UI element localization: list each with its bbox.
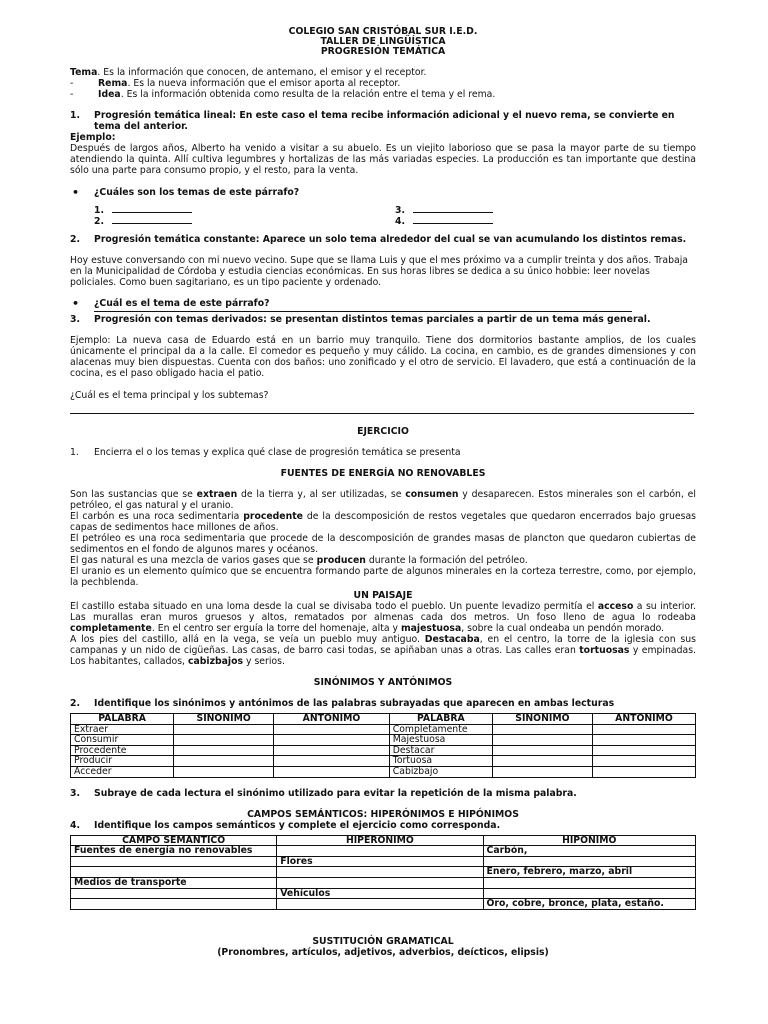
question-number: 4. bbox=[70, 819, 81, 831]
table-row bbox=[71, 724, 696, 735]
question-2 bbox=[70, 298, 696, 312]
highlighted-word: completamente bbox=[70, 623, 152, 634]
column-header: ANTONIMO bbox=[274, 714, 390, 725]
highlighted-word: Destacaba bbox=[424, 634, 480, 645]
answer-cell[interactable] bbox=[492, 745, 592, 756]
highlighted-word: procedente bbox=[243, 511, 303, 522]
answer-cell[interactable] bbox=[174, 745, 274, 756]
column-header: ANTONIMO bbox=[592, 714, 695, 725]
definition-idea bbox=[70, 89, 696, 100]
column-header: SINONIMO bbox=[492, 714, 592, 725]
highlighted-word: producen bbox=[316, 555, 366, 566]
word-cell: Completamente bbox=[389, 724, 492, 735]
blank-line[interactable] bbox=[112, 204, 192, 213]
section-2 bbox=[70, 234, 696, 288]
table-row bbox=[71, 867, 696, 878]
reading-body bbox=[70, 601, 696, 667]
table-row bbox=[71, 877, 696, 888]
answer-cell[interactable] bbox=[274, 756, 390, 767]
question-text: Subraye de cada lectura el sinónimo utilizado para evitar la repetición de la misma palabra. bbox=[94, 787, 577, 799]
highlighted-word: extraen bbox=[196, 489, 238, 500]
table-cell[interactable] bbox=[277, 877, 483, 888]
section-title-text: Progresión temática constante: Aparece un solo tema alrededor del cual se van acumulando los distintos remas. bbox=[94, 234, 687, 245]
text-run: Son las sustancias que se bbox=[70, 489, 197, 500]
bullet-marker: • bbox=[72, 297, 80, 310]
text-run: . En el centro ser erguía la torre del homenaje, alta y bbox=[151, 623, 401, 634]
blank-line[interactable] bbox=[413, 204, 493, 213]
text-run: y desaparecen. Estos minerales son el carbón, el petróleo, el gas natural y el uranio. bbox=[70, 489, 696, 511]
reading-paragraph bbox=[70, 511, 696, 533]
exercise-title: EJERCICIO bbox=[357, 426, 409, 437]
table-cell[interactable]: Flores bbox=[277, 856, 483, 867]
column-header: HIPERONIMO bbox=[277, 835, 483, 846]
word-cell: Tortuosa bbox=[389, 756, 492, 767]
table-cell[interactable]: Enero, febrero, marzo, abril bbox=[483, 867, 696, 878]
table-cell[interactable] bbox=[277, 899, 483, 910]
table-cell[interactable] bbox=[483, 856, 696, 867]
reading-paragraph: El uranio es un elemento químico que se encuentra formando parte de algunos minerales en la corteza terrestre, como, por ejemplo, la pechblenda. bbox=[70, 566, 696, 588]
question-text: ¿Cuáles son los temas de este párrafo? bbox=[94, 187, 300, 198]
text-run: A los pies del castillo, allá en la vega, se veía un pueblo muy antiguo. bbox=[70, 634, 425, 645]
highlighted-word: cabizbajos bbox=[187, 656, 244, 667]
word-cell: Cabizbajo bbox=[389, 766, 492, 777]
section-1-title bbox=[70, 110, 696, 132]
table-cell[interactable]: Fuentes de energía no renovables bbox=[71, 846, 277, 857]
definition-text: . Es la información obtenida como resulta de la relación entre el tema y el rema. bbox=[120, 89, 496, 100]
answer-cell[interactable] bbox=[174, 756, 274, 767]
section-number: 2. bbox=[70, 234, 81, 245]
question-text: ¿Cuál es el tema de este párrafo? bbox=[94, 298, 270, 309]
text-run: El castillo estaba situado en una loma desde la cual se divisaba todo el pueblo. Un puente levadizo permitía el bbox=[70, 601, 598, 612]
synonyms-question bbox=[70, 698, 696, 709]
synonyms-section bbox=[70, 677, 696, 778]
section-number: 1. bbox=[70, 110, 81, 121]
answer-cell[interactable] bbox=[174, 735, 274, 746]
word-cell: Procedente bbox=[71, 745, 174, 756]
text-run: , sobre la cual ondeaba un pendón morado. bbox=[461, 623, 665, 634]
section-subtitle: (Pronombres, artículos, adjetivos, adverbios, deícticos, elipsis) bbox=[217, 946, 549, 958]
section-title: SINÓNIMOS Y ANTÓNIMOS bbox=[313, 677, 453, 688]
table-header-row bbox=[71, 835, 696, 846]
reading-body bbox=[70, 489, 696, 588]
topic-title: PROGRESIÓN TEMÁTICA bbox=[320, 46, 446, 57]
answer-cell[interactable] bbox=[492, 724, 592, 735]
word-cell: Extraer bbox=[71, 724, 174, 735]
table-row bbox=[71, 766, 696, 777]
example-text: Ejemplo: La nueva casa de Eduardo está en un barrio muy tranquilo. Tiene dos dormitorios bastante amplios, de los cuales únicamente el principal da a la calle. El comedor es pequeño y muy cálido. La cocina, en cambio, es de grandes dimensiones y con alacenas muy bien dispuestas. Cuenta con dos baños: uno zonificado y el otro de servicio. El lavadero, que está a continuación de la cocina, es el paso obligado hacia el patio. bbox=[70, 335, 696, 379]
section-3 bbox=[70, 314, 696, 414]
term-rema: Rema bbox=[98, 78, 128, 89]
section-title: CAMPOS SEMÁNTICOS: HIPERÓNIMOS E HIPÓNIMOS bbox=[247, 808, 519, 820]
question-text: ¿Cuál es el tema principal y los subtemas? bbox=[70, 390, 269, 401]
table-cell[interactable] bbox=[71, 856, 277, 867]
highlighted-word: consumen bbox=[405, 489, 459, 500]
reading-energy bbox=[70, 468, 696, 588]
column-header: SINONIMO bbox=[174, 714, 274, 725]
example-text: Hoy estuve conversando con mi nuevo vecino. Supe que se llama Luis y que el mes próximo va a cumplir treinta y dos años. Trabaja en la Municipalidad de Córdoba y estudia ciencias económicas. En sus horas libres se dedica a su único hobbie: leer novelas policiales. Como buen sagitariano, es un tipo paciente y ordenado. bbox=[70, 255, 688, 288]
answer-cell[interactable] bbox=[274, 724, 390, 735]
answer-cell[interactable] bbox=[274, 735, 390, 746]
text-run: de la tierra y, al ser utilizadas, se bbox=[237, 489, 406, 500]
blank-number: 2. bbox=[94, 216, 105, 227]
example-text: Después de largos años, Alberto ha venido a visitar a su abuelo. Es un viejito laborioso que se pasa la mayor parte de su tiempo atendiendo la quinta. Allí cultiva legumbres y hortalizas de las más variadas especies. La producción es tan importante que destina sólo una parte para consumo propio, y el resto, para la venta. bbox=[70, 143, 696, 176]
answer-blank[interactable] bbox=[94, 215, 395, 226]
exercise-section bbox=[70, 426, 696, 458]
term-tema: Tema bbox=[70, 67, 98, 78]
text-run: y empinadas. Los habitantes, callados, bbox=[70, 645, 696, 667]
answer-blank[interactable] bbox=[395, 215, 696, 226]
blank-number: 1. bbox=[94, 205, 105, 216]
table-row bbox=[71, 899, 696, 910]
reading-paragraph bbox=[70, 601, 696, 634]
semantic-question bbox=[70, 820, 696, 831]
dash-marker: - bbox=[70, 78, 74, 89]
answer-cell[interactable] bbox=[274, 745, 390, 756]
answer-cell[interactable] bbox=[174, 766, 274, 777]
text-run: durante la formación del petróleo. bbox=[365, 555, 528, 566]
highlighted-word: tortuosas bbox=[579, 645, 630, 656]
dash-marker: - bbox=[70, 89, 74, 100]
definition-text: . Es la información que conocen, de antemano, el emisor y el receptor. bbox=[97, 67, 427, 78]
table-row bbox=[71, 888, 696, 899]
table-cell[interactable] bbox=[71, 888, 277, 899]
question-bullet bbox=[70, 298, 696, 309]
blank-line[interactable] bbox=[413, 215, 493, 224]
reading-title: UN PAISAJE bbox=[353, 590, 413, 601]
table-cell[interactable]: Carbón, bbox=[483, 846, 696, 857]
reading-title: FUENTES DE ENERGÍA NO RENOVABLES bbox=[280, 468, 486, 479]
answer-cell[interactable] bbox=[492, 756, 592, 767]
section-title: SUSTITUCIÓN GRAMATICAL bbox=[312, 935, 454, 947]
item-text: Encierra el o los temas y explica qué clase de progresión temática se presenta bbox=[94, 447, 461, 458]
word-cell: Acceder bbox=[71, 766, 174, 777]
reading-paragraph bbox=[70, 555, 696, 566]
bullet-marker: • bbox=[72, 186, 80, 199]
word-cell: Destacar bbox=[389, 745, 492, 756]
answer-blank[interactable] bbox=[94, 204, 395, 215]
word-cell: Producir bbox=[71, 756, 174, 767]
section-3-title bbox=[70, 314, 696, 325]
text-run: a su interior. Las murallas eran muros gruesos y altos, rematados por almenas cada dos metros. Un foso lleno de agua lo rodeaba bbox=[70, 601, 696, 623]
table-cell[interactable] bbox=[277, 846, 483, 857]
question-number: 3. bbox=[70, 787, 81, 799]
semantic-fields-table bbox=[70, 835, 696, 910]
answer-blank[interactable] bbox=[395, 204, 696, 215]
table-cell[interactable] bbox=[483, 877, 696, 888]
section-2-title bbox=[70, 234, 696, 245]
term-idea: Idea bbox=[98, 89, 121, 100]
word-cell: Consumir bbox=[71, 735, 174, 746]
blank-column-left bbox=[94, 204, 395, 226]
answer-cell[interactable] bbox=[274, 766, 390, 777]
text-run: y serios. bbox=[243, 656, 285, 667]
synonyms-table bbox=[70, 713, 696, 778]
section-title-text: Progresión con temas derivados: se presentan distintos temas parciales a partir de un tema más general. bbox=[94, 314, 651, 325]
question-1 bbox=[70, 187, 696, 226]
blank-number: 4. bbox=[395, 216, 406, 227]
blank-line[interactable] bbox=[112, 215, 192, 224]
question-text: Identifique los campos semánticos y complete el ejercicio como corresponda. bbox=[94, 819, 501, 831]
answer-line[interactable] bbox=[70, 413, 694, 414]
answer-cell[interactable] bbox=[174, 724, 274, 735]
table-cell[interactable]: Medios de transporte bbox=[71, 877, 277, 888]
text-run: de la descomposición de restos vegetales que quedaron encerrados bajo gruesas capas de sedimentos hace millones de años. bbox=[70, 511, 696, 533]
reading-paragraph bbox=[70, 634, 696, 667]
table-cell[interactable]: Vehículos bbox=[277, 888, 483, 899]
answer-cell[interactable] bbox=[592, 724, 695, 735]
definition-text: . Es la nueva información que el emisor aporta al receptor. bbox=[127, 78, 401, 89]
table-row bbox=[71, 756, 696, 767]
question-3 bbox=[70, 788, 696, 799]
column-header: PALABRA bbox=[71, 714, 174, 725]
question-number: 2. bbox=[70, 698, 81, 709]
table-row bbox=[71, 856, 696, 867]
section-number: 3. bbox=[70, 314, 81, 325]
word-cell: Majestuosa bbox=[389, 735, 492, 746]
column-header: CAMPO SEMANTICO bbox=[71, 835, 277, 846]
table-cell[interactable] bbox=[483, 888, 696, 899]
section-title-text: Progresión temática lineal: En este caso el tema recibe información adicional y el nuevo rema, se convierte en tema del anterior. bbox=[94, 110, 675, 132]
question-text: Identifique los sinónimos y antónimos de las palabras subrayadas que aparecen en ambas lecturas bbox=[94, 698, 615, 709]
answer-cell[interactable] bbox=[492, 766, 592, 777]
school-name: COLEGIO SAN CRISTÓBAL SUR I.E.D. bbox=[288, 26, 478, 37]
definition-tema bbox=[70, 67, 696, 78]
text-run: El carbón es una roca sedimentaria bbox=[70, 511, 244, 522]
table-row bbox=[71, 735, 696, 746]
answer-cell[interactable] bbox=[592, 766, 695, 777]
text-run: , en el centro, la torre de la iglesia con sus campanas y un nido de cigüeñas. Las casas, de barro casi todas, se apiñaban unas a otras. Las calles eran bbox=[70, 634, 696, 656]
section-1 bbox=[70, 110, 696, 176]
highlighted-word: majestuosa bbox=[400, 623, 462, 634]
table-header-row bbox=[71, 714, 696, 725]
document-header bbox=[70, 27, 696, 57]
answer-cell[interactable] bbox=[592, 756, 695, 767]
answer-cell[interactable] bbox=[592, 735, 695, 746]
reading-landscape bbox=[70, 590, 696, 667]
answer-cell[interactable] bbox=[492, 735, 592, 746]
table-cell[interactable] bbox=[71, 899, 277, 910]
table-cell[interactable] bbox=[71, 867, 277, 878]
question-bullet bbox=[70, 187, 696, 198]
document-page bbox=[70, 27, 696, 958]
definitions bbox=[70, 67, 696, 100]
reading-paragraph bbox=[70, 489, 696, 511]
answer-blanks bbox=[94, 204, 696, 226]
blank-column-right bbox=[395, 204, 696, 226]
definition-rema bbox=[70, 78, 696, 89]
column-header: PALABRA bbox=[389, 714, 492, 725]
table-cell[interactable] bbox=[277, 867, 483, 878]
table-row bbox=[71, 745, 696, 756]
highlighted-word: acceso bbox=[597, 601, 634, 612]
example-label: Ejemplo: bbox=[70, 132, 116, 143]
table-cell[interactable]: Oro, cobre, bronce, plata, estaño. bbox=[483, 899, 696, 910]
text-run: El gas natural es una mezcla de varios gases que se bbox=[70, 555, 317, 566]
answer-cell[interactable] bbox=[592, 745, 695, 756]
workshop-title: TALLER DE LINGÜÍSTICA bbox=[320, 36, 446, 47]
blank-number: 3. bbox=[395, 205, 406, 216]
reading-paragraph: El petróleo es una roca sedimentaria que procede de la descomposición de grandes masas de plancton que quedaron cubiertas de sedimentos en el fondo de algunos mares y océanos. bbox=[70, 533, 696, 555]
table-row bbox=[71, 846, 696, 857]
column-header: HIPONIMO bbox=[483, 835, 696, 846]
substitution-section bbox=[70, 936, 696, 958]
semantic-fields-section bbox=[70, 809, 696, 910]
item-number: 1. bbox=[70, 447, 79, 458]
answer-line[interactable] bbox=[94, 311, 632, 312]
exercise-item bbox=[70, 447, 696, 458]
